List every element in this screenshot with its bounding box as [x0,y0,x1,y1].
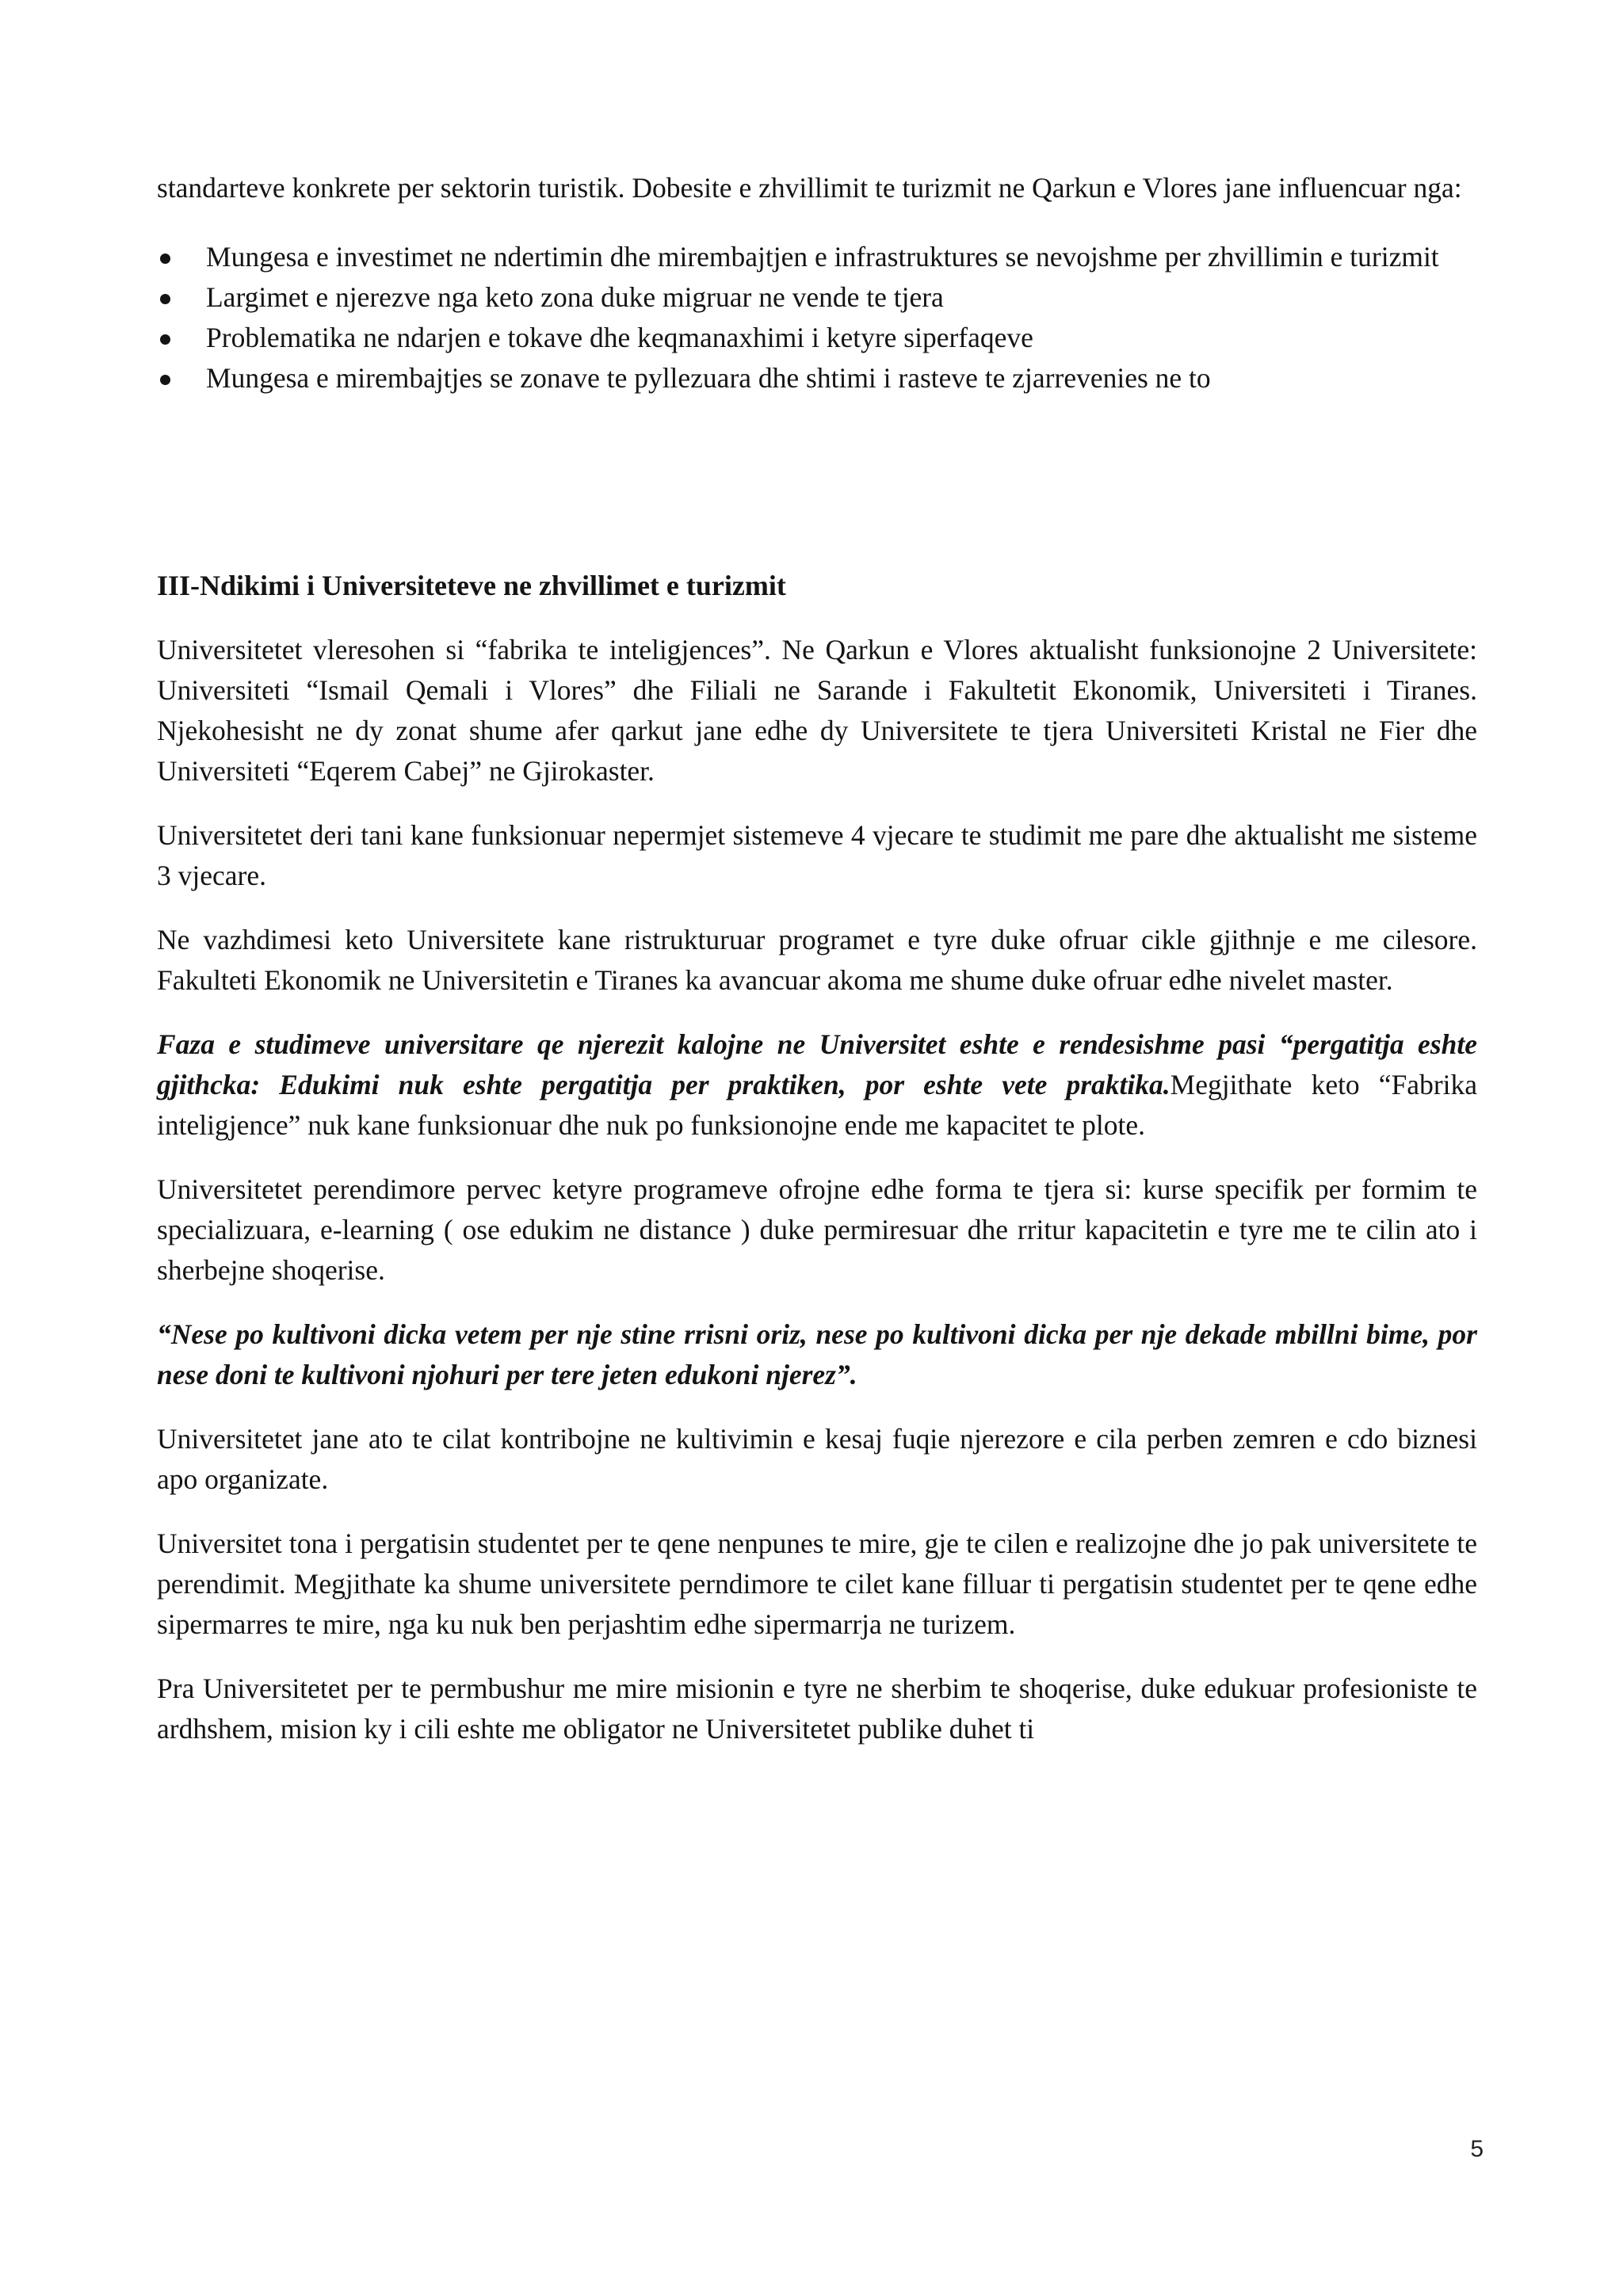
list-item-text: Mungesa e mirembajtjes se zonave te pyllezuara dhe shtimi i rasteve te zjarrevenies ne to [206,362,1211,394]
list-item-text: Largimet e njerezve nga keto zona duke migruar ne vende te tjera [206,281,944,313]
paragraph-systems: Universitetet deri tani kane funksionuar nepermjet sistemeve 4 vjecare te studimit me pare dhe aktualisht me sisteme 3 vjecare. [157,819,1477,891]
paragraph-studies-rest: Megjithate keto “Fabrika inteligjence” nuk kane funksionuar dhe nuk po funksionojne ende me kapacitet te plote. [157,1069,1478,1141]
paragraph-human-power: Universitetet jane ato te cilat kontribojne ne kultivimin e kesaj fuqie njerezore e cila perben zemren e cdo biznesi apo organizate. [157,1423,1477,1495]
list-item [157,318,1477,358]
paragraph-western-universities: Universitetet perendimore pervec ketyre programeve ofrojne edhe forma te tjera si: kurse specifik per formim te specializuara, e-learning ( ose edukim ne distance ) duke permiresuar dhe rritur kapacitetin e tyre me te cilin ato i sherbejne shoqerise. [157,1173,1477,1286]
quote-paragraph: “Nese po kultivoni dicka vetem per nje stine rrisni oriz, nese po kultivoni dicka per nje dekade mbillni bime, por nese doni te kultivoni njohuri per tere jeten edukoni njerez”. [157,1318,1477,1390]
bullet-list [157,237,1477,399]
bullet-icon [160,254,170,264]
intro-paragraph: standarteve konkrete per sektorin turistik. Dobesite e zhvillimit te turizmit ne Qarkun e Vlores jane influencuar nga: [157,172,1462,204]
bullet-icon [160,294,170,304]
paragraph-mission: Pra Universitetet per te permbushur me mire misionin e tyre ne sherbim te shoqerise, duke edukuar profesioniste te ardhshem, mision ky i cili eshte me obligator ne Universitetet publike duhet ti [157,1672,1477,1745]
paragraph-entrepreneurs: Universitet tona i pergatisin studentet per te qene nenpunes te mire, gje te cilen e realizojne dhe jo pak universitete te perendimit. Megjithate ka shume universitete perndimore te cilet kane filluar ti pergatisin studentet per te qene edhe sipermarres te mire, nga ku nuk ben perjashtim edhe sipermarrja ne turizem. [157,1527,1477,1640]
list-item [157,358,1477,399]
list-item [157,277,1477,318]
list-item-text: Mungesa e investimet ne ndertimin dhe mirembajtjen e infrastruktures se nevojshme per zhvillimin e turizmit [206,241,1439,273]
page-number: 5 [1470,2136,1484,2162]
paragraph-restructuring: Ne vazhdimesi keto Universitete kane ristrukturuar programet e tyre duke ofruar cikle gjithnje e me cilesore. Fakulteti Ekonomik ne Universitetin e Tiranes ka avancuar akoma me shume duke ofruar edhe nivelet master. [157,924,1477,996]
paragraph-studies [157,1024,1477,1146]
bullet-icon [160,375,170,385]
emphasis-text: Faza e studimeve universitare qe njerezit kalojne ne Universitet eshte e rendesishme pasi “pergatitja eshte gjithcka: Edukimi nuk eshte pergatitja per praktiken, por eshte vete praktika. [157,1028,1477,1100]
bullet-icon [160,334,170,345]
list-item-text: Problematika ne ndarjen e tokave dhe keqmanaxhimi i ketyre siperfaqeve [206,322,1033,353]
list-item [157,237,1477,277]
document-page [157,168,1477,1749]
section-heading: III-Ndikimi i Universiteteve ne zhvillimet e turizmit [157,570,786,601]
paragraph-universities: Universitetet vleresohen si “fabrika te inteligjences”. Ne Qarkun e Vlores aktualisht funksionojne 2 Universitete: Universiteti “Ismail Qemali i Vlores” dhe Filiali ne Sarande i Fakultetit Ekonomik, Universiteti i Tiranes. Njekohesisht ne dy zonat shume afer qarkut jane edhe dy Universitete te tjera Universiteti Kristal ne Fier dhe Universiteti “Eqerem Cabej” ne Gjirokaster. [157,634,1477,787]
